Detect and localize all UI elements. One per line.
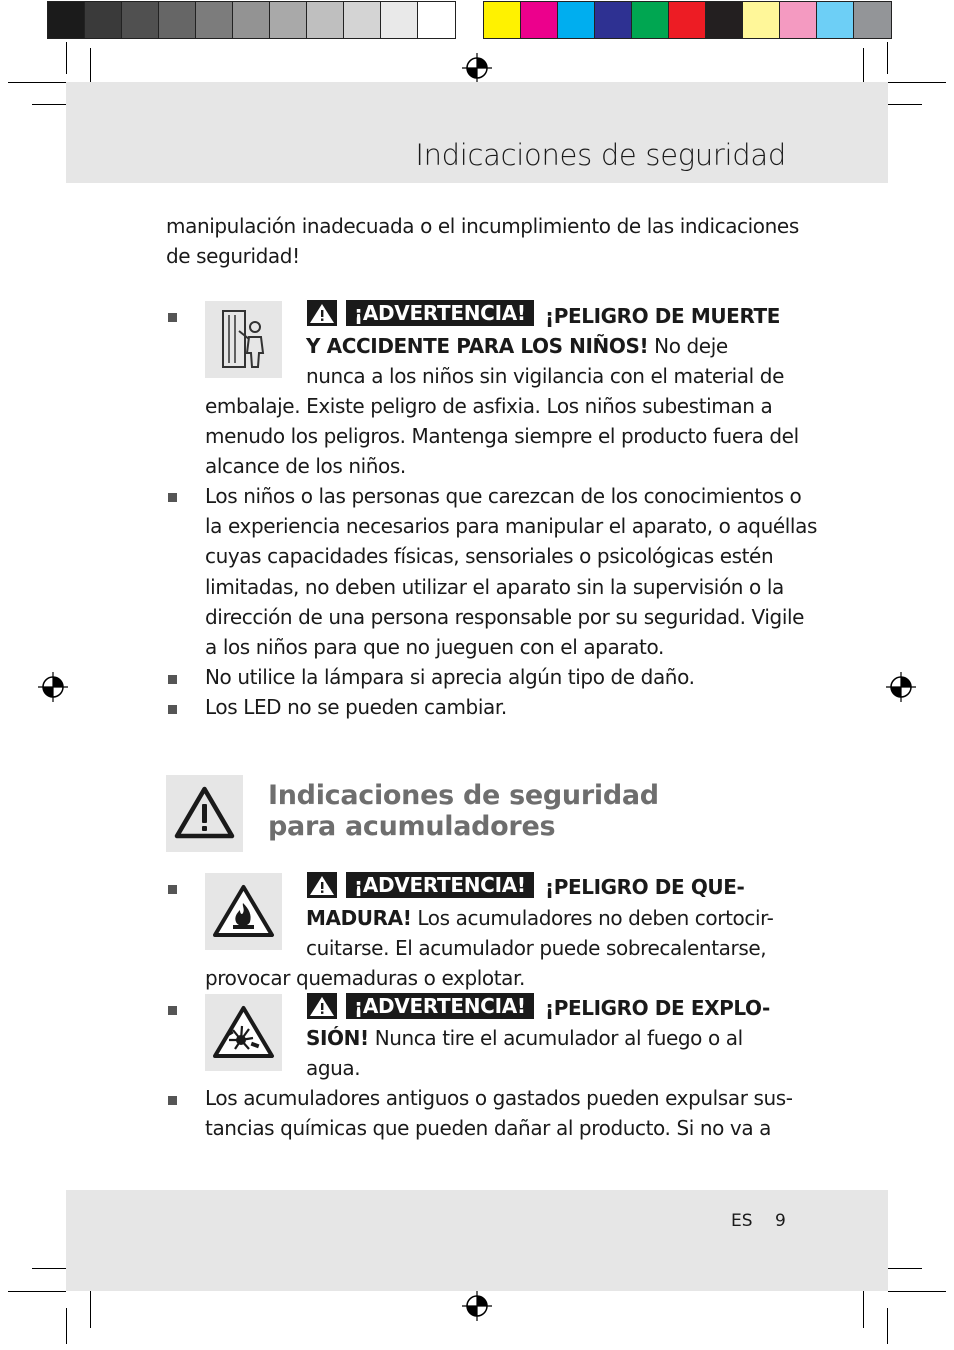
item6-heading-2: SIÓN!	[306, 1026, 369, 1050]
intro-line-2: de seguridad!	[166, 244, 300, 268]
item1-line-4: embalaje. Existe peligro de asfixia. Los niños subestiman a	[205, 394, 773, 418]
item2-line: Los niños o las personas que carezcan de los conocimientos o	[205, 484, 802, 508]
warning-label: ¡ADVERTENCIA!	[346, 993, 534, 1019]
warning-triangle-icon	[307, 993, 337, 1019]
bullet	[168, 1006, 177, 1015]
item5-line-3: cuitarse. El acumulador puede sobrecalentarse,	[306, 936, 767, 960]
color-swatch	[521, 2, 558, 38]
item2-line: cuyas capacidades físicas, sensoriales o psicológicas estén	[205, 544, 774, 568]
intro-line-1: manipulación inadecuada o el incumplimiento de las indicaciones	[166, 214, 799, 238]
item2-line: dirección de una persona responsable por su seguridad. Vigile	[205, 605, 805, 629]
explosion-hazard-icon	[205, 994, 282, 1071]
color-swatch	[122, 2, 159, 38]
bullet	[168, 705, 177, 714]
color-swatch	[307, 2, 344, 38]
item1-line-6: alcance de los niños.	[205, 454, 406, 478]
color-swatch	[484, 2, 521, 38]
flame-hazard-icon	[205, 873, 282, 950]
item2-line: a los niños para que no jueguen con el aparato.	[205, 635, 664, 659]
item6-text: Nunca tire el acumulador al fuego o al	[374, 1026, 743, 1050]
color-swatch	[418, 2, 455, 38]
section-warning-icon	[166, 775, 243, 852]
warning-triangle-icon	[307, 300, 337, 326]
item5-line-4: provocar quemaduras o explotar.	[205, 966, 525, 990]
bullet	[168, 885, 177, 894]
color-swatch	[817, 2, 854, 38]
registration-mark-icon	[38, 672, 68, 702]
color-swatch	[669, 2, 706, 38]
color-swatch	[233, 2, 270, 38]
warning-label: ¡ADVERTENCIA!	[346, 300, 534, 326]
color-swatch	[743, 2, 780, 38]
color-swatch	[85, 2, 122, 38]
item6-heading-1: ¡PELIGRO DE EXPLO-	[545, 996, 770, 1020]
item1-heading-2: Y ACCIDENTE PARA LOS NIÑOS!	[306, 334, 649, 358]
language-code: ES	[731, 1211, 753, 1231]
color-swatch	[706, 2, 743, 38]
item1-heading-1: ¡PELIGRO DE MUERTE	[545, 304, 781, 328]
page-number: 9	[775, 1211, 786, 1231]
color-swatch	[270, 2, 307, 38]
item3-text: No utilice la lámpara si aprecia algún tipo de daño.	[205, 665, 695, 689]
item2-line: limitadas, no deben utilizar el aparato sin la supervisión o la	[205, 575, 784, 599]
color-swatch	[780, 2, 817, 38]
registration-mark-icon	[462, 1291, 492, 1321]
item2-line: la experiencia necesarios para manipular el aparato, o aquéllas	[205, 514, 817, 538]
item7-line-1: Los acumuladores antiguos o gastados pueden expulsar sus-	[205, 1086, 793, 1110]
item4-text: Los LED no se pueden cambiar.	[205, 695, 507, 719]
color-calibration-bar	[483, 1, 892, 39]
item1-line-5: menudo los peligros. Mantenga siempre el producto fuera del	[205, 424, 799, 448]
color-swatch	[48, 2, 85, 38]
item6-line-3: agua.	[306, 1056, 361, 1080]
warning-label: ¡ADVERTENCIA!	[346, 872, 534, 898]
bullet	[168, 493, 177, 502]
color-swatch	[854, 2, 891, 38]
bullet	[168, 675, 177, 684]
registration-mark-icon	[886, 672, 916, 702]
item7-line-2: tancias químicas que pueden dañar al producto. Si no va a	[205, 1116, 772, 1140]
item5-heading-1: ¡PELIGRO DE QUE-	[545, 875, 745, 899]
child-packaging-icon	[205, 301, 282, 378]
item5-heading-2: MADURA!	[306, 906, 412, 930]
item1-text: No deje	[654, 334, 728, 358]
color-swatch	[595, 2, 632, 38]
page-title: Indicaciones de seguridad	[415, 138, 786, 172]
bullet	[168, 313, 177, 322]
warning-triangle-icon	[307, 872, 337, 898]
color-swatch	[344, 2, 381, 38]
color-swatch	[381, 2, 418, 38]
color-swatch	[159, 2, 196, 38]
color-swatch	[196, 2, 233, 38]
color-swatch	[632, 2, 669, 38]
bullet	[168, 1096, 177, 1105]
registration-mark-icon	[462, 53, 492, 83]
section-title: Indicaciones de seguridad para acumuladores	[268, 780, 659, 842]
gray-calibration-bar	[47, 1, 456, 39]
color-swatch	[558, 2, 595, 38]
footer-band	[66, 1190, 888, 1291]
item5-text: Los acumuladores no deben cortocir-	[417, 906, 774, 930]
item1-line-3: nunca a los niños sin vigilancia con el material de	[306, 364, 784, 388]
